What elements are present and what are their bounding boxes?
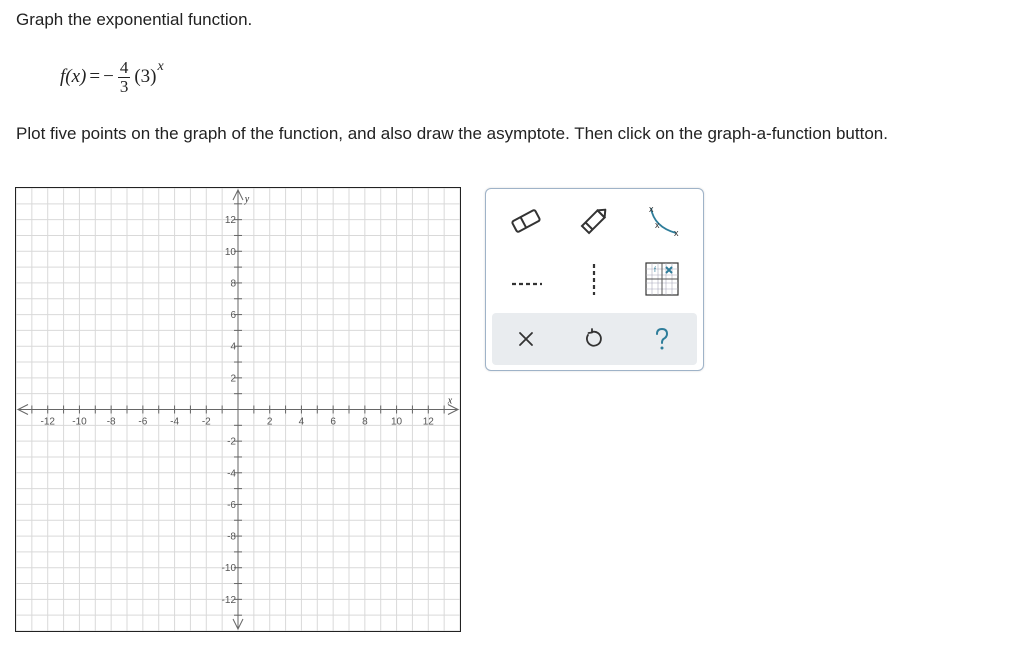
- y-tick-label: -12: [221, 594, 236, 606]
- pencil-icon: [576, 204, 612, 238]
- y-tick-label: 10: [224, 246, 236, 258]
- svg-text:x: x: [655, 220, 660, 230]
- eraser-tool[interactable]: [504, 201, 548, 241]
- close-icon: [515, 328, 537, 350]
- formula-lhs: f(x): [60, 66, 87, 87]
- action-bar: [492, 313, 697, 365]
- vertical-asymptote-tool[interactable]: [572, 259, 616, 299]
- formula-base: (3): [134, 66, 157, 87]
- x-tick-label: 6: [330, 416, 336, 428]
- y-tick-label: 4: [230, 341, 236, 353]
- y-tick-label: 12: [224, 215, 236, 227]
- x-tick-label: 4: [298, 416, 305, 428]
- formula-fraction: [118, 59, 131, 96]
- help-icon: [650, 326, 674, 352]
- y-tick-label: -8: [227, 531, 236, 543]
- formula-minus: −: [103, 66, 114, 87]
- y-tick-label: -2: [227, 436, 236, 448]
- undo-icon: [582, 327, 606, 351]
- coordinate-plane[interactable]: [16, 188, 460, 631]
- y-tick-label: 8: [230, 278, 236, 290]
- prompt-text: Graph the exponential function.: [16, 10, 253, 29]
- dashed-vertical-line-icon: [579, 261, 609, 297]
- x-tick-label: -2: [201, 416, 211, 428]
- x-tick-label: 12: [422, 416, 434, 428]
- y-tick-label: -4: [227, 468, 236, 480]
- formula-exponent: x: [157, 59, 164, 74]
- x-tick-label: -8: [106, 416, 116, 428]
- pencil-tool[interactable]: [572, 201, 616, 241]
- eraser-icon: [508, 206, 544, 236]
- y-tick-label: -6: [227, 499, 236, 511]
- y-tick-label: 6: [230, 310, 236, 322]
- formula-numerator: 4: [119, 57, 129, 77]
- x-tick-label: 2: [266, 416, 273, 428]
- graph-canvas[interactable]: [15, 187, 461, 632]
- function-formula: [60, 50, 164, 104]
- x-tick-label: -12: [40, 416, 55, 428]
- graph-a-function-button[interactable]: [640, 259, 684, 299]
- y-tick-label: -10: [221, 563, 236, 575]
- svg-text:f: f: [654, 267, 656, 274]
- dashed-horizontal-line-icon: [506, 264, 546, 294]
- formula-denominator: 3: [119, 76, 129, 96]
- graph-toolbox: [485, 188, 704, 371]
- x-tick-label: 10: [391, 416, 403, 428]
- x-tick-label: -4: [170, 416, 180, 428]
- svg-text:x: x: [674, 228, 679, 238]
- x-tick-label: -10: [72, 416, 87, 428]
- instructions-text: Plot five points on the graph of the function, and also draw the asymptote. Then click on the graph-a-function button.: [16, 124, 888, 143]
- curve-points-icon: [642, 203, 682, 239]
- y-tick-label: 2: [230, 373, 236, 385]
- formula-equals: =: [89, 66, 101, 87]
- x-tick-label: 8: [362, 416, 368, 428]
- help-button[interactable]: [640, 319, 684, 359]
- graph-a-function-icon: [644, 261, 680, 297]
- x-axis-label: x: [447, 395, 453, 407]
- x-tick-label: -6: [138, 416, 148, 428]
- svg-text:x: x: [649, 204, 654, 214]
- y-axis-label: y: [244, 194, 250, 205]
- curve-points-tool[interactable]: [640, 201, 684, 241]
- undo-button[interactable]: [572, 319, 616, 359]
- clear-button[interactable]: [504, 319, 548, 359]
- horizontal-asymptote-tool[interactable]: [504, 259, 548, 299]
